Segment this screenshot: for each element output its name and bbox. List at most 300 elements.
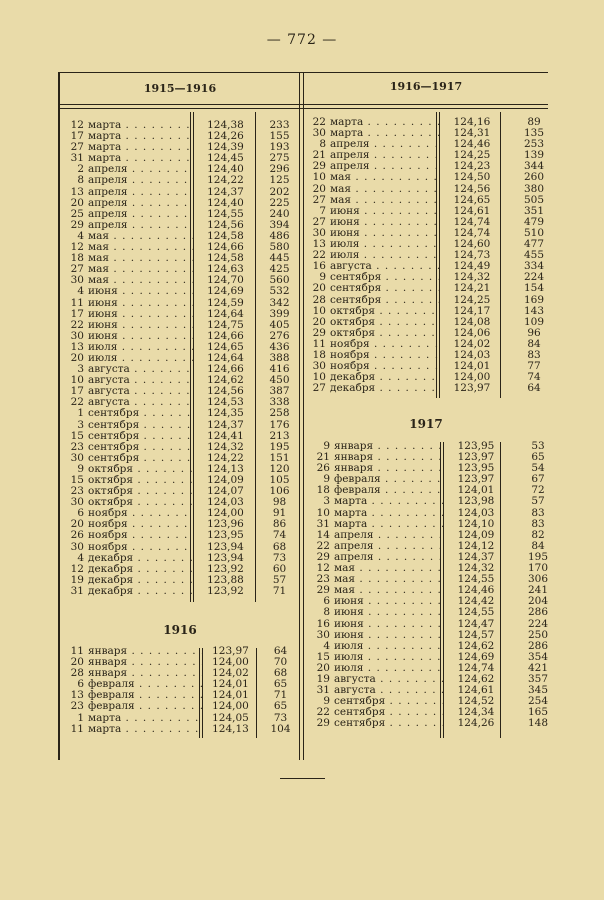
date-month: марта . . . [88, 153, 194, 164]
count-value: 91 [272, 507, 287, 520]
date-month: сентября . . . [330, 272, 440, 283]
count-value: 106 [269, 485, 290, 498]
date-day: 27 [70, 141, 84, 154]
date-month: марта . . . [334, 519, 444, 530]
table-row [62, 120, 302, 131]
date-month: апреля . . . [334, 530, 444, 541]
date-day: 12 [70, 241, 84, 254]
table-row [62, 690, 303, 701]
date-day: 27 [70, 263, 84, 276]
date-month: декабря . . . [330, 383, 440, 394]
date-day: 6 [77, 507, 84, 520]
count-value: 380 [523, 182, 545, 195]
left-sub-rows [62, 646, 303, 735]
count-value: 334 [523, 260, 545, 273]
rate-value: 124,02 [453, 337, 491, 350]
rate-value: 124,69 [207, 285, 244, 298]
date-day: 15 [70, 429, 84, 442]
date-month: августа . . . [88, 364, 194, 375]
date-month: мая . . . [88, 253, 194, 264]
date-day: 21 [312, 149, 326, 162]
date-month: апреля . . . [88, 164, 194, 175]
count-value: 155 [269, 130, 290, 143]
date-month: августа . . . [330, 261, 440, 272]
date-day: 29 [316, 584, 330, 597]
date-month: мая . . . [88, 231, 194, 242]
table-row [304, 619, 568, 630]
table-row [62, 164, 302, 175]
date-day: 29 [312, 160, 326, 173]
count-value: 71 [273, 689, 288, 702]
date-day: 16 [312, 260, 326, 273]
count-value: 65 [531, 451, 545, 464]
date-day: 18 [70, 252, 84, 265]
count-value: 421 [527, 661, 549, 674]
count-value: 204 [527, 595, 549, 608]
date-month: апреля . . . [330, 139, 440, 150]
date-month: марта . . . [334, 508, 444, 519]
rate-value: 124,01 [453, 360, 491, 373]
date-day: 20 [312, 282, 326, 295]
date-month: декабря . . . [88, 586, 194, 597]
count-value: 241 [527, 584, 549, 597]
table-row [304, 508, 568, 519]
rate-value: 124,00 [212, 656, 249, 669]
rate-value: 124,59 [207, 296, 244, 309]
date-day: 21 [316, 451, 330, 464]
rate-value: 124,13 [207, 462, 244, 475]
count-value: 68 [272, 540, 287, 553]
table-row [62, 679, 303, 690]
count-value: 225 [269, 196, 290, 209]
rate-value: 123,97 [212, 645, 249, 657]
date-day: 30 [70, 496, 84, 509]
count-value: 120 [269, 462, 290, 475]
count-value: 388 [269, 351, 290, 364]
rate-value: 124,03 [453, 348, 491, 361]
date-month: марта . . . [88, 724, 203, 735]
date-day: 26 [70, 529, 84, 542]
date-day: 30 [70, 451, 84, 464]
count-value: 486 [269, 229, 290, 242]
count-value: 73 [273, 711, 288, 724]
rate-value: 124,58 [207, 229, 244, 242]
date-day: 7 [319, 204, 326, 217]
date-day: 30 [312, 360, 326, 373]
rate-value: 124,60 [453, 238, 491, 251]
date-month: мая . . . [330, 172, 440, 183]
count-value: 104 [270, 722, 291, 735]
rate-value: 124,22 [207, 174, 244, 187]
date-day: 11 [312, 337, 326, 350]
date-day: 11 [70, 645, 84, 657]
date-month: мая . . . [88, 264, 194, 275]
count-value: 57 [531, 495, 545, 508]
table-row [62, 131, 302, 142]
date-month: сентября . . . [330, 295, 440, 306]
rate-value: 124,74 [453, 215, 491, 228]
count-value: 342 [269, 296, 290, 309]
date-month: февраля . . . [334, 474, 444, 485]
date-day: 12 [70, 562, 84, 575]
date-day: 18 [312, 348, 326, 361]
count-value: 505 [523, 193, 545, 206]
count-value: 96 [527, 326, 541, 339]
date-month: февраля . . . [88, 690, 203, 701]
date-day: 4 [77, 285, 84, 298]
date-day: 15 [70, 474, 84, 486]
table-row [304, 184, 564, 195]
count-value: 213 [269, 429, 290, 442]
rate-value: 123,95 [457, 462, 495, 475]
rate-value: 124,39 [207, 141, 244, 154]
rate-value: 124,55 [207, 207, 244, 220]
date-day: 31 [70, 584, 84, 597]
table-row [304, 530, 568, 541]
rate-value: 124,31 [453, 127, 491, 140]
count-value: 143 [523, 304, 545, 317]
date-day: 31 [316, 517, 330, 530]
rate-value: 124,69 [457, 650, 495, 663]
date-month: октября . . . [88, 486, 194, 497]
table-row [62, 298, 302, 309]
date-month: марта . . . [88, 131, 194, 142]
count-value: 224 [523, 271, 545, 284]
count-value: 532 [269, 285, 290, 298]
date-month: января . . . [88, 646, 203, 657]
rate-value: 124,01 [457, 484, 495, 497]
date-day: 14 [316, 528, 330, 541]
table-row [62, 220, 302, 231]
count-value: 425 [269, 263, 290, 276]
count-value: 54 [531, 462, 545, 475]
date-day: 10 [70, 374, 84, 387]
table-row [62, 701, 303, 712]
date-month: января . . . [334, 452, 444, 463]
date-day: 30 [316, 628, 330, 641]
date-day: 26 [316, 462, 330, 475]
rate-value: 124,38 [207, 119, 244, 131]
date-month: июня . . . [334, 596, 444, 607]
table-row [304, 519, 568, 530]
date-day: 10 [312, 304, 326, 317]
count-value: 109 [523, 315, 545, 328]
count-value: 240 [269, 207, 290, 220]
date-day: 23 [316, 573, 330, 586]
rate-value: 124,49 [453, 260, 491, 273]
table-row [62, 519, 302, 530]
date-month: ноября . . . [88, 542, 194, 553]
rate-value: 124,01 [212, 678, 249, 691]
count-value: 67 [531, 473, 545, 486]
date-month: ноября . . . [330, 361, 440, 372]
rate-value: 124,47 [457, 617, 495, 630]
date-day: 30 [312, 127, 326, 140]
rate-value: 124,50 [453, 171, 491, 184]
rate-value: 123,94 [207, 540, 244, 553]
count-value: 338 [269, 396, 290, 409]
date-day: 9 [323, 473, 330, 486]
date-day: 20 [70, 196, 84, 209]
count-value: 98 [272, 496, 287, 509]
count-value: 455 [523, 249, 545, 262]
rate-value: 124,37 [457, 550, 495, 563]
count-value: 83 [527, 348, 541, 361]
date-day: 12 [316, 562, 330, 575]
date-day: 19 [70, 573, 84, 586]
date-month: апреля . . . [88, 187, 194, 198]
count-value: 450 [269, 374, 290, 387]
date-day: 11 [70, 722, 84, 735]
date-month: сентября . . . [334, 707, 444, 718]
date-day: 6 [323, 595, 330, 608]
table-row [62, 475, 302, 486]
rate-value: 124,74 [453, 226, 491, 239]
date-month: февраля . . . [88, 679, 203, 690]
date-month: мая . . . [88, 242, 194, 253]
table-row [62, 275, 302, 286]
rate-value: 124,65 [207, 340, 244, 353]
date-day: 9 [77, 462, 84, 475]
rate-value: 124,03 [207, 496, 244, 509]
count-value: 148 [527, 717, 549, 730]
rate-value: 123,96 [207, 518, 244, 531]
table-row [62, 375, 302, 386]
rate-value: 124,00 [212, 700, 249, 713]
date-month: августа . . . [88, 386, 194, 397]
rate-value: 124,46 [457, 584, 495, 597]
table-row [62, 242, 302, 253]
rate-value: 124,21 [453, 282, 491, 295]
rate-value: 124,66 [207, 329, 244, 342]
date-month: августа . . . [334, 685, 444, 696]
rate-value: 124,37 [207, 185, 244, 198]
count-value: 86 [272, 518, 287, 531]
rate-value: 124,62 [207, 374, 244, 387]
table-row [304, 496, 568, 507]
date-month: декабря . . . [88, 553, 194, 564]
rate-value: 124,73 [453, 249, 491, 262]
date-day: 8 [323, 606, 330, 619]
rate-value: 124,16 [453, 116, 491, 128]
date-day: 27 [312, 215, 326, 228]
date-day: 4 [323, 639, 330, 652]
table-row [304, 372, 564, 383]
count-value: 135 [523, 127, 545, 140]
count-value: 195 [269, 440, 290, 453]
count-value: 510 [523, 226, 545, 239]
table-row [304, 383, 564, 394]
rate-value: 124,63 [207, 263, 244, 276]
date-month: марта . . . [88, 142, 194, 153]
table-row [304, 283, 564, 294]
rate-value: 124,01 [212, 689, 249, 702]
date-month: июня . . . [88, 331, 194, 342]
count-value: 345 [527, 684, 549, 697]
table-row [62, 286, 302, 297]
rate-value: 123,92 [207, 584, 244, 597]
date-month: октября . . . [88, 475, 194, 486]
rate-value: 123,98 [457, 495, 495, 508]
date-day: 8 [319, 138, 326, 151]
table-row [304, 361, 564, 372]
left-sub-header: 1916 [163, 623, 197, 637]
date-month: июня . . . [334, 607, 444, 618]
rate-value: 124,02 [212, 667, 249, 680]
rate-value: 124,58 [207, 252, 244, 265]
date-month: июня . . . [88, 309, 194, 320]
count-value: 445 [269, 252, 290, 265]
table-row [62, 175, 302, 186]
rate-value: 124,26 [457, 717, 495, 730]
date-month: сентября . . . [88, 431, 194, 442]
left-border [58, 72, 60, 760]
date-day: 20 [70, 351, 84, 364]
rate-value: 124,06 [453, 326, 491, 339]
rate-value: 124,74 [457, 661, 495, 674]
rate-value: 124,37 [207, 418, 244, 431]
date-day: 17 [70, 130, 84, 143]
rate-value: 124,17 [453, 304, 491, 317]
table-row [62, 464, 302, 475]
date-month: мая . . . [88, 275, 194, 286]
date-month: октября . . . [88, 497, 194, 508]
date-month: апреля . . . [334, 541, 444, 552]
count-value: 195 [527, 550, 549, 563]
table-row [62, 309, 302, 320]
count-value: 64 [273, 645, 288, 657]
date-month: августа . . . [88, 397, 194, 408]
date-day: 10 [312, 171, 326, 184]
rate-value: 124,62 [457, 672, 495, 685]
rate-value: 124,64 [207, 351, 244, 364]
rate-value: 124,52 [457, 695, 495, 708]
count-value: 351 [523, 204, 545, 217]
rate-value: 123,95 [207, 529, 244, 542]
date-month: декабря . . . [330, 372, 440, 383]
count-value: 105 [269, 474, 290, 486]
table-row [304, 441, 568, 452]
date-day: 8 [77, 174, 84, 187]
rate-value: 124,42 [457, 595, 495, 608]
table-row [304, 718, 568, 729]
date-month: ноября . . . [88, 519, 194, 530]
date-day: 12 [70, 119, 84, 131]
count-value: 151 [269, 451, 290, 464]
end-rule [280, 778, 325, 779]
date-month: июня . . . [330, 228, 440, 239]
date-day: 22 [312, 116, 326, 128]
table-row [62, 553, 302, 564]
count-value: 57 [272, 573, 287, 586]
date-day: 3 [77, 363, 84, 376]
date-month: июня . . . [334, 630, 444, 641]
table-row [62, 657, 303, 668]
rate-value: 124,10 [457, 517, 495, 530]
date-day: 23 [70, 700, 84, 713]
rate-value: 124,55 [457, 606, 495, 619]
count-value: 70 [273, 656, 288, 669]
rate-value: 124,55 [457, 573, 495, 586]
rate-value: 123,92 [207, 562, 244, 575]
date-month: сентября . . . [88, 420, 194, 431]
count-value: 258 [269, 407, 290, 420]
date-day: 30 [70, 329, 84, 342]
date-month: сентября . . . [88, 453, 194, 464]
date-month: июля . . . [334, 641, 444, 652]
table-row [62, 320, 302, 331]
date-month: декабря . . . [88, 575, 194, 586]
date-day: 3 [77, 418, 84, 431]
table-row [62, 253, 302, 264]
table-row [62, 453, 302, 464]
count-value: 170 [527, 562, 549, 575]
date-month: сентября . . . [334, 718, 444, 729]
table-row [62, 187, 302, 198]
date-month: мая . . . [330, 184, 440, 195]
date-day: 28 [70, 667, 84, 680]
count-value: 72 [531, 484, 545, 497]
count-value: 68 [273, 667, 288, 680]
date-month: сентября . . . [334, 696, 444, 707]
table-row [304, 172, 564, 183]
date-day: 30 [312, 226, 326, 239]
date-day: 20 [312, 315, 326, 328]
count-value: 224 [527, 617, 549, 630]
count-value: 176 [269, 418, 290, 431]
count-value: 60 [272, 562, 287, 575]
date-month: апреля . . . [334, 552, 444, 563]
rate-value: 124,66 [207, 363, 244, 376]
date-month: июня . . . [330, 206, 440, 217]
rate-value: 124,40 [207, 163, 244, 176]
table-row [62, 575, 302, 586]
rate-value: 124,70 [207, 274, 244, 287]
date-day: 13 [312, 238, 326, 251]
date-month: апреля . . . [88, 175, 194, 186]
table-row [304, 339, 564, 350]
rate-value: 124,61 [457, 684, 495, 697]
date-day: 27 [312, 382, 326, 395]
date-month: мая . . . [334, 563, 444, 574]
date-day: 30 [70, 274, 84, 287]
rate-value: 124,32 [457, 562, 495, 575]
count-value: 306 [527, 573, 549, 586]
table-row [62, 209, 302, 220]
table-row [62, 264, 302, 275]
date-month: апреля . . . [88, 209, 194, 220]
date-day: 19 [316, 672, 330, 685]
rate-value: 123,97 [453, 382, 491, 395]
date-day: 23 [70, 440, 84, 453]
date-day: 9 [319, 271, 326, 284]
count-value: 125 [269, 174, 290, 187]
right-sub-header: 1917 [409, 417, 443, 431]
rate-value: 124,62 [457, 639, 495, 652]
rate-value: 124,61 [453, 204, 491, 217]
count-value: 193 [269, 141, 290, 154]
rate-value: 124,56 [207, 385, 244, 398]
rate-value: 124,35 [207, 407, 244, 420]
rate-value: 124,41 [207, 429, 244, 442]
count-value: 250 [527, 628, 549, 641]
date-day: 11 [70, 296, 84, 309]
table-row [62, 142, 302, 153]
count-value: 83 [531, 506, 545, 519]
date-day: 29 [70, 218, 84, 231]
date-month: октября . . . [330, 317, 440, 328]
date-month: июля . . . [88, 342, 194, 353]
